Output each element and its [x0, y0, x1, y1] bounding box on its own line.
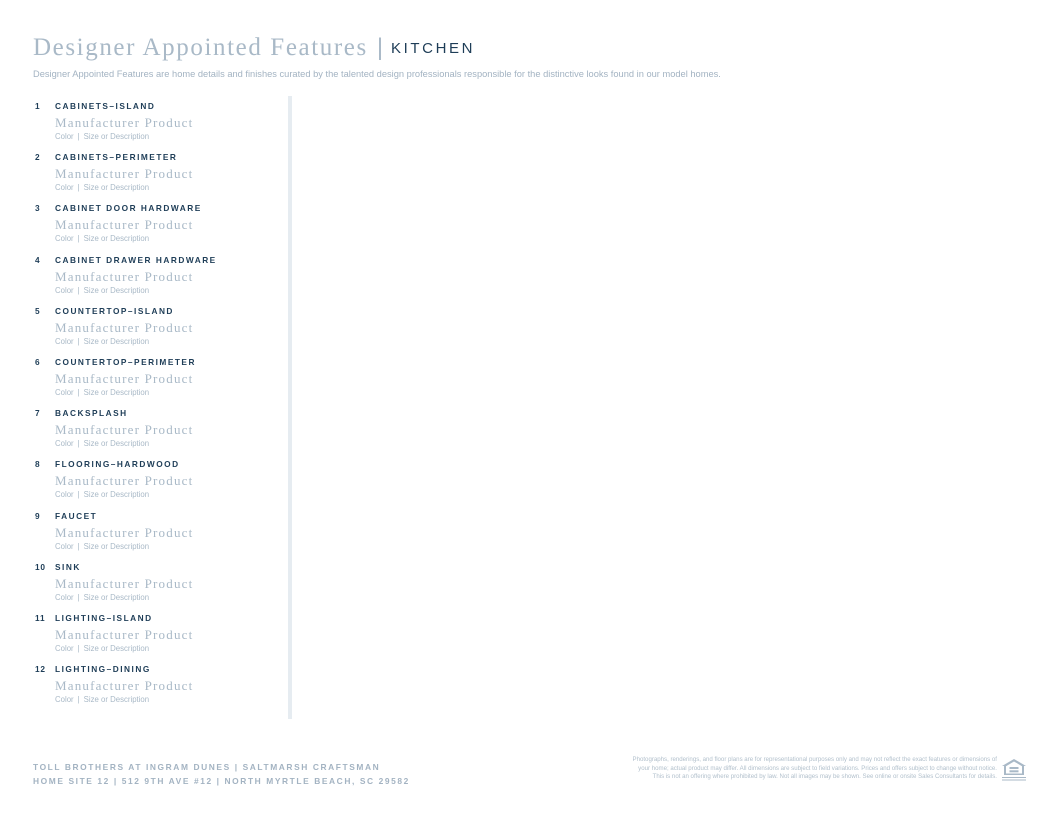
feature-product: Manufacturer Product — [55, 422, 194, 438]
feature-number: 3 — [35, 203, 41, 214]
community-info — [33, 760, 410, 788]
feature-description: Size or Description — [83, 695, 150, 705]
feature-item — [33, 662, 283, 713]
feature-number: 8 — [35, 459, 41, 470]
feature-description: Size or Description — [83, 592, 150, 602]
feature-number: 7 — [35, 408, 41, 419]
feature-details — [55, 695, 149, 704]
feature-item — [33, 253, 283, 304]
vertical-divider — [288, 96, 292, 719]
feature-product: Manufacturer Product — [55, 678, 194, 694]
feature-details — [55, 132, 149, 141]
feature-description: Size or Description — [83, 285, 150, 295]
feature-description: Size or Description — [83, 183, 150, 193]
feature-product: Manufacturer Product — [55, 319, 194, 335]
feature-details — [55, 183, 149, 192]
feature-title: FAUCET — [55, 510, 98, 521]
feature-item — [33, 457, 283, 508]
feature-number: 11 — [35, 612, 46, 623]
disclaimer-line-2: your home; actual product may differ. All dimensions are subject to field variations. Prices and offers subject to change without notice. — [638, 764, 997, 772]
detail-separator: | — [77, 490, 80, 500]
feature-color: Color — [55, 336, 74, 346]
feature-number: 2 — [35, 152, 41, 163]
feature-details — [55, 644, 149, 653]
disclaimer — [517, 756, 997, 782]
feature-product: Manufacturer Product — [55, 166, 194, 182]
feature-product: Manufacturer Product — [55, 524, 194, 540]
feature-item — [33, 560, 283, 611]
feature-number: 5 — [35, 305, 41, 316]
page-subtitle: Designer Appointed Features are home details and finishes curated by the talented design professionals responsible for the distinctive looks found in our model homes. — [33, 69, 721, 79]
feature-description: Size or Description — [83, 387, 150, 397]
feature-product: Manufacturer Product — [55, 370, 194, 386]
detail-separator: | — [77, 336, 80, 346]
feature-item — [33, 406, 283, 457]
equal-housing-opportunity-icon — [1001, 758, 1027, 782]
feature-title: CABINETS–PERIMETER — [55, 152, 178, 163]
feature-item — [33, 304, 283, 355]
title-main: Designer Appointed Features — [33, 34, 368, 61]
feature-details — [55, 593, 149, 602]
detail-separator: | — [77, 541, 80, 551]
feature-color: Color — [55, 234, 74, 244]
feature-color: Color — [55, 183, 74, 193]
feature-item — [33, 150, 283, 201]
feature-item — [33, 99, 283, 150]
feature-title: LIGHTING–DINING — [55, 664, 151, 675]
feature-color: Color — [55, 285, 74, 295]
detail-separator: | — [77, 643, 80, 653]
feature-item — [33, 201, 283, 252]
feature-description: Size or Description — [83, 234, 150, 244]
feature-title: SINK — [55, 561, 81, 572]
disclaimer-line-3: This is not an offering where prohibited by law. Not all images may be shown. See online or onsite Sales Consultants for details. — [652, 773, 997, 781]
detail-separator: | — [77, 439, 80, 449]
feature-details — [55, 490, 149, 499]
feature-description: Size or Description — [83, 490, 150, 500]
detail-separator: | — [77, 695, 80, 705]
feature-number: 1 — [35, 101, 41, 111]
feature-details — [55, 337, 149, 346]
feature-color: Color — [55, 132, 74, 141]
feature-product: Manufacturer Product — [55, 575, 194, 591]
disclaimer-line-1: Photographs, renderings, and floor plans are for representational purposes only and may not reflect the exact features or dimensions of — [632, 756, 997, 763]
feature-title: COUNTERTOP–PERIMETER — [55, 356, 196, 367]
address-line: HOME SITE 12 | 512 9TH AVE #12 | NORTH MYRTLE BEACH, SC 29582 — [33, 776, 410, 786]
feature-number: 4 — [35, 254, 41, 265]
feature-color: Color — [55, 541, 74, 551]
page-header — [33, 34, 1033, 79]
feature-title: COUNTERTOP–ISLAND — [55, 305, 174, 316]
feature-number: 6 — [35, 356, 41, 367]
feature-title: CABINET DOOR HARDWARE — [55, 203, 202, 214]
feature-product: Manufacturer Product — [55, 217, 194, 233]
feature-details — [55, 439, 149, 448]
feature-color: Color — [55, 490, 74, 500]
detail-separator: | — [77, 234, 80, 244]
feature-details — [55, 388, 149, 397]
community-line: TOLL BROTHERS AT INGRAM DUNES | SALTMARSH CRAFTSMAN — [33, 762, 381, 772]
feature-details — [55, 234, 149, 243]
page-title — [33, 34, 1033, 65]
feature-description: Size or Description — [83, 643, 150, 653]
feature-color: Color — [55, 439, 74, 449]
feature-details — [55, 286, 149, 295]
feature-title: BACKSPLASH — [55, 408, 128, 419]
feature-color: Color — [55, 695, 74, 705]
detail-separator: | — [77, 183, 80, 193]
detail-separator: | — [77, 592, 80, 602]
feature-product: Manufacturer Product — [55, 626, 194, 642]
room-name: KITCHEN — [391, 40, 476, 57]
feature-product: Manufacturer Product — [55, 268, 194, 284]
feature-color: Color — [55, 592, 74, 602]
detail-separator: | — [77, 132, 80, 141]
feature-description: Size or Description — [83, 541, 150, 551]
feature-number: 10 — [35, 561, 46, 572]
feature-product: Manufacturer Product — [55, 473, 194, 489]
detail-separator: | — [77, 387, 80, 397]
feature-color: Color — [55, 387, 74, 397]
title-separator: | — [376, 34, 384, 61]
feature-title: LIGHTING–ISLAND — [55, 612, 153, 623]
features-list — [33, 99, 283, 713]
feature-color: Color — [55, 643, 74, 653]
detail-separator: | — [77, 285, 80, 295]
feature-number: 12 — [35, 664, 46, 675]
feature-title: CABINETS–ISLAND — [55, 101, 156, 111]
feature-description: Size or Description — [83, 132, 150, 141]
feature-description: Size or Description — [83, 439, 150, 449]
feature-details — [55, 542, 149, 551]
feature-description: Size or Description — [83, 336, 150, 346]
feature-item — [33, 355, 283, 406]
feature-item — [33, 611, 283, 662]
feature-product: Manufacturer Product — [55, 115, 194, 130]
feature-title: FLOORING–HARDWOOD — [55, 459, 180, 470]
feature-title: CABINET DRAWER HARDWARE — [55, 254, 217, 265]
feature-item — [33, 509, 283, 560]
feature-number: 9 — [35, 510, 41, 521]
